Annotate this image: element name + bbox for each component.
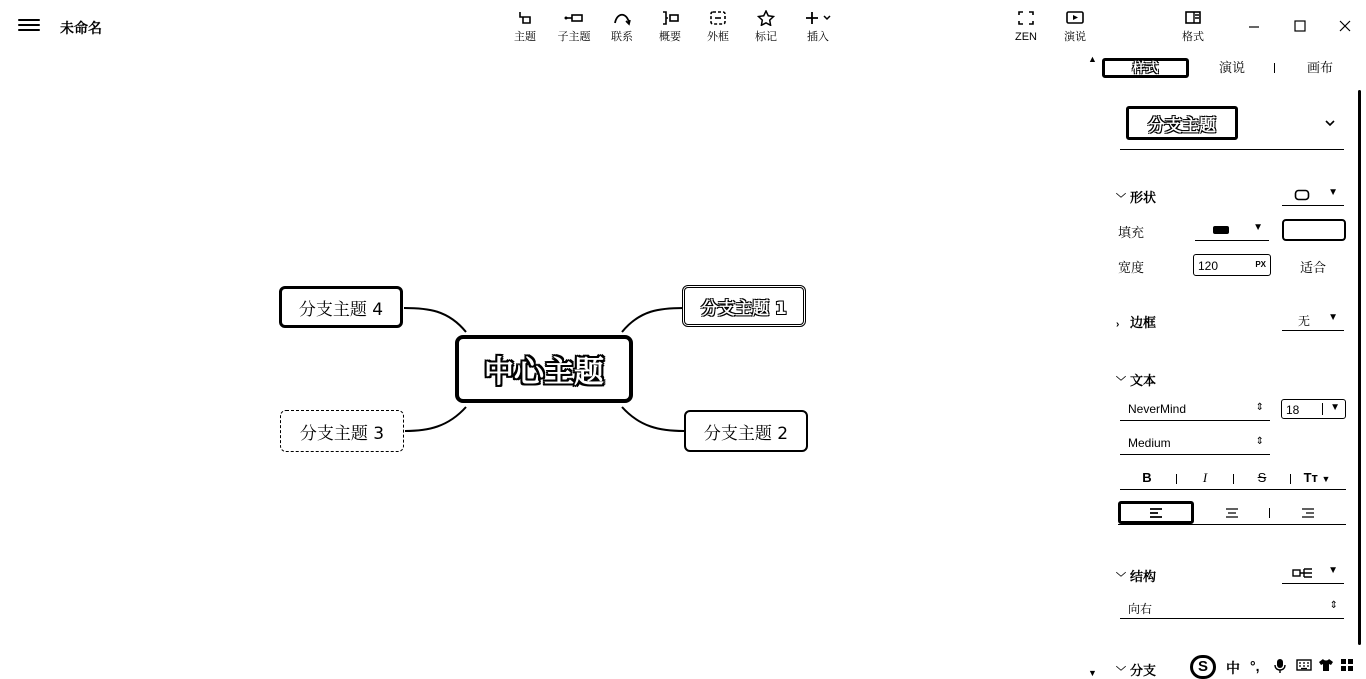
border-select[interactable]: 无 ▼ xyxy=(1282,309,1344,331)
align-left-button[interactable] xyxy=(1118,501,1194,524)
bold-button[interactable]: B xyxy=(1142,470,1152,485)
width-label: 宽度 xyxy=(1118,260,1145,275)
style-preset-select[interactable] xyxy=(1120,100,1344,150)
italic-button[interactable]: I xyxy=(1202,470,1208,485)
add-subtopic-button[interactable]: 子主题 xyxy=(550,10,598,44)
summary-icon xyxy=(660,10,680,26)
align-left-icon xyxy=(1148,507,1164,519)
add-marker-button[interactable]: 标记 xyxy=(742,10,790,44)
ime-language-toggle[interactable]: 中 xyxy=(1226,660,1240,676)
boundary-icon xyxy=(709,10,727,26)
scroll-down-icon[interactable]: ▼ xyxy=(1088,668,1097,678)
chevron-down-icon: ﹀ xyxy=(1116,667,1126,678)
chevron-down-icon xyxy=(1324,118,1336,128)
text-align-row xyxy=(1118,501,1346,525)
structure-type-select[interactable] xyxy=(1282,562,1344,584)
skin-shirt-icon[interactable] xyxy=(1318,658,1334,675)
font-family-select[interactable]: NeverMind ⇕ xyxy=(1120,399,1270,421)
text-case-button[interactable]: Tт ▼ xyxy=(1303,470,1331,485)
format-panel-icon xyxy=(1184,10,1202,26)
relationship-icon xyxy=(612,10,632,26)
chevron-down-icon: ▼ xyxy=(1328,565,1338,576)
central-topic[interactable]: 中心主题 xyxy=(455,335,633,403)
subtopic-icon xyxy=(564,10,584,26)
tab-presentation[interactable]: 演说 xyxy=(1218,60,1245,75)
panel-scrollbar[interactable] xyxy=(1358,90,1361,645)
chevron-down-icon: ▼ xyxy=(1328,312,1338,323)
chevron-right-icon: › xyxy=(1116,319,1120,330)
rounded-rect-icon xyxy=(1294,189,1310,201)
updown-icon: ⇕ xyxy=(1255,402,1264,413)
keyboard-icon[interactable] xyxy=(1296,658,1312,675)
maximize-icon[interactable] xyxy=(1286,14,1314,38)
branch-topic-1[interactable]: 分支主题 1 xyxy=(682,285,806,327)
chevron-down-icon: ▼ xyxy=(1321,474,1331,484)
top-toolbar xyxy=(0,0,1366,52)
tab-style[interactable]: 样式 xyxy=(1102,58,1189,78)
ime-logo[interactable]: S xyxy=(1190,655,1216,679)
branch-topic-4[interactable]: 分支主题 4 xyxy=(279,286,403,328)
section-branch[interactable]: ﹀ 分支 xyxy=(1116,663,1157,678)
format-panel-button[interactable]: 格式 xyxy=(1169,10,1217,44)
add-boundary-button[interactable]: 外框 xyxy=(694,10,742,44)
style-preset-preview: 分支主题 xyxy=(1126,106,1238,140)
branch-topic-2[interactable]: 分支主题 2 xyxy=(684,410,808,452)
section-shape[interactable]: ﹀ 形状 xyxy=(1116,190,1157,205)
fill-style-select[interactable] xyxy=(1195,219,1269,241)
grid-menu-icon[interactable] xyxy=(1340,658,1354,675)
hamburger-menu-icon[interactable] xyxy=(18,16,40,36)
align-center-icon xyxy=(1224,507,1240,519)
chevron-down-icon: ﹀ xyxy=(1116,194,1126,205)
shape-select[interactable] xyxy=(1282,184,1344,206)
minimize-icon[interactable] xyxy=(1240,14,1268,38)
chevron-down-icon: ▼ xyxy=(1330,402,1340,413)
updown-icon: ⇕ xyxy=(1329,600,1338,611)
align-right-button[interactable] xyxy=(1270,501,1346,524)
font-weight-select[interactable]: Medium ⇕ xyxy=(1120,433,1270,455)
align-right-icon xyxy=(1300,507,1316,519)
add-summary-button[interactable]: 概要 xyxy=(646,10,694,44)
plus-icon xyxy=(803,10,833,26)
section-structure[interactable]: ﹀ 结构 xyxy=(1116,569,1157,584)
topic-icon xyxy=(517,10,533,26)
zen-mode-button[interactable]: ZEN xyxy=(1002,10,1050,44)
chevron-down-icon: ▼ xyxy=(1328,187,1338,198)
present-icon xyxy=(1065,10,1085,26)
structure-direction-select[interactable]: 向右 ⇕ xyxy=(1120,597,1344,619)
font-size-select[interactable]: 18 ▼ xyxy=(1281,399,1346,419)
ime-toolbar xyxy=(1188,655,1358,679)
insert-button[interactable]: 插入 xyxy=(794,10,842,44)
tab-canvas[interactable]: 画布 xyxy=(1306,60,1333,75)
fill-color-button[interactable] xyxy=(1282,219,1346,241)
section-border[interactable]: › 边框 xyxy=(1116,315,1157,330)
panel-tabs xyxy=(1102,58,1352,80)
chevron-down-icon: ﹀ xyxy=(1116,573,1126,584)
fit-button[interactable]: 适合 xyxy=(1300,260,1327,275)
close-icon[interactable] xyxy=(1331,14,1359,38)
star-icon xyxy=(757,10,775,26)
add-relationship-button[interactable]: 联系 xyxy=(598,10,646,44)
scroll-up-icon[interactable]: ▲ xyxy=(1088,54,1097,64)
document-title[interactable]: 未命名 xyxy=(60,20,102,36)
tab-divider xyxy=(1274,63,1275,73)
add-topic-button[interactable]: 主题 xyxy=(501,10,549,44)
structure-right-icon xyxy=(1292,567,1314,579)
section-text[interactable]: ﹀ 文本 xyxy=(1116,373,1157,388)
align-center-button[interactable] xyxy=(1194,501,1270,524)
chevron-down-icon: ▼ xyxy=(1253,222,1263,233)
text-format-row xyxy=(1120,468,1346,490)
fill-swatch-icon xyxy=(1213,226,1229,234)
width-input[interactable]: 120 PX xyxy=(1193,254,1271,276)
zen-icon xyxy=(1017,10,1035,26)
presentation-button[interactable]: 演说 xyxy=(1051,10,1099,44)
ime-punctuation-toggle[interactable]: °, xyxy=(1250,658,1260,674)
strikethrough-button[interactable]: S xyxy=(1257,470,1267,485)
mindmap-canvas[interactable] xyxy=(0,52,1085,679)
fill-label: 填充 xyxy=(1118,225,1145,240)
chevron-down-icon: ﹀ xyxy=(1116,377,1126,388)
microphone-icon[interactable] xyxy=(1274,658,1286,677)
updown-icon: ⇕ xyxy=(1255,436,1264,447)
branch-topic-3[interactable]: 分支主题 3 xyxy=(280,410,404,452)
